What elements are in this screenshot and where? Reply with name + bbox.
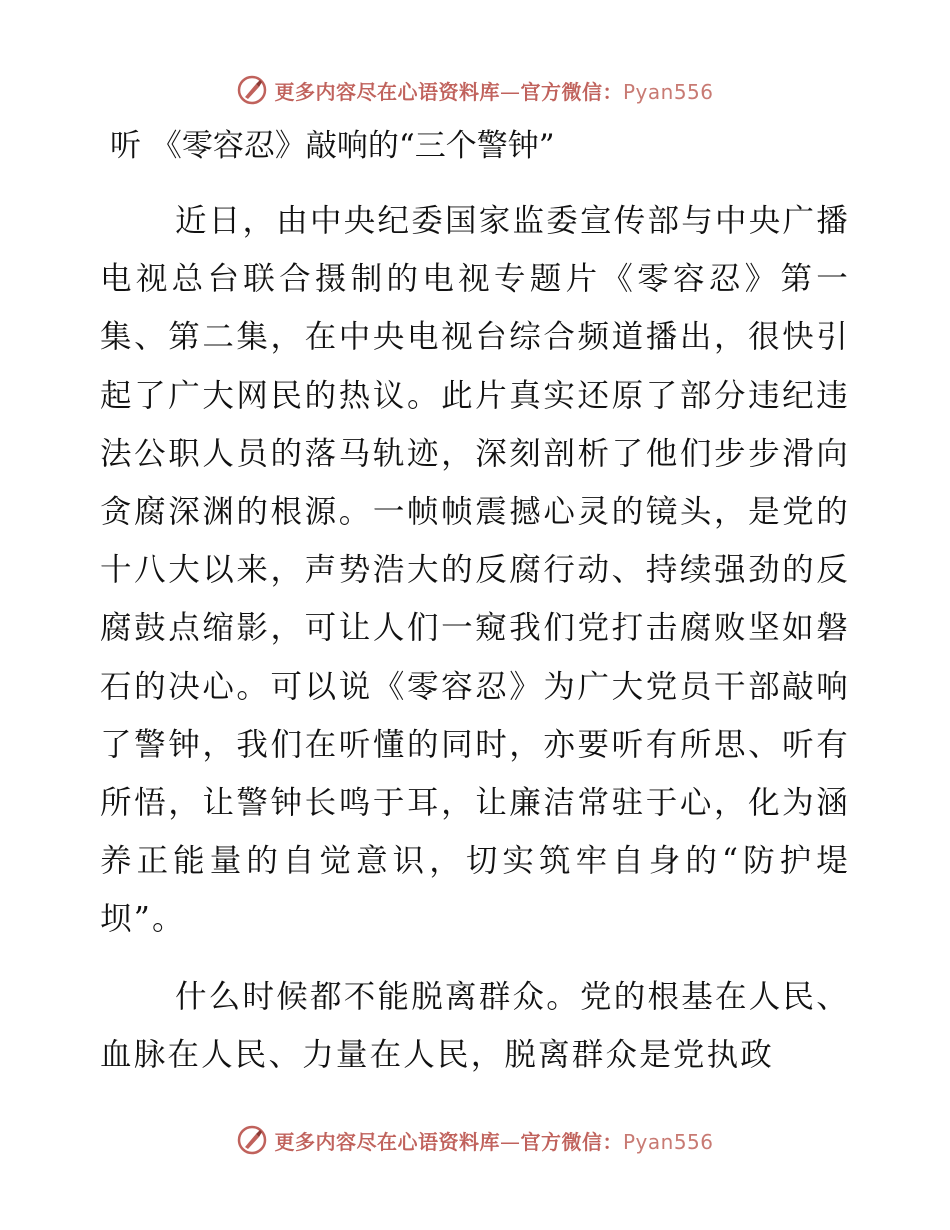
header-watermark — [0, 70, 950, 110]
document-title: 听 《零容忍》敲响的“三个警钟” — [110, 128, 555, 164]
watermark-label: 官方微信： — [520, 79, 623, 104]
pen-logo-icon — [236, 1124, 268, 1156]
watermark-text — [274, 1126, 713, 1155]
footer-watermark — [0, 1120, 950, 1160]
paragraph-1: 近日，由中央纪委国家监委宣传部与中央广播电视总台联合摄制的电视专题片《零容忍》第一集、第二集，在中央电视台综合频道播出，很快引起了广大网民的热议。此片真实还原了部分违纪违法公职人员的落马轨迹，深刻剖析了他们步步滑向贪腐深渊的根源。一帧帧震撼心灵的镜头，是党的十八大以来，声势浩大的反腐行动、持续强劲的反腐鼓点缩影，可让人们一窥我们党打击腐败坚如磐石的决心。可以说《零容忍》为广大党员干部敲响了警钟，我们在听懂的同时，亦要听有所思、听有所悟，让警钟长鸣于耳，让廉洁常驻于心，化为涵养正能量的自觉意识，切实筑牢自身的“防护堤坝”。 — [100, 203, 850, 938]
watermark-separator: — — [499, 1129, 521, 1154]
watermark-separator: — — [499, 79, 521, 104]
watermark-text — [274, 76, 713, 105]
pen-logo-icon — [236, 74, 268, 106]
watermark-wechat-id: Pyan556 — [622, 79, 714, 104]
paragraph-2: 什么时候都不能脱离群众。党的根基在人民、血脉在人民、力量在人民，脱离群众是党执政 — [100, 979, 850, 1074]
watermark-wechat-id: Pyan556 — [622, 1129, 714, 1154]
watermark-cn-text: 更多内容尽在心语资料库 — [274, 1129, 500, 1154]
watermark-cn-text: 更多内容尽在心语资料库 — [274, 79, 500, 104]
watermark-label: 官方微信： — [520, 1129, 623, 1154]
